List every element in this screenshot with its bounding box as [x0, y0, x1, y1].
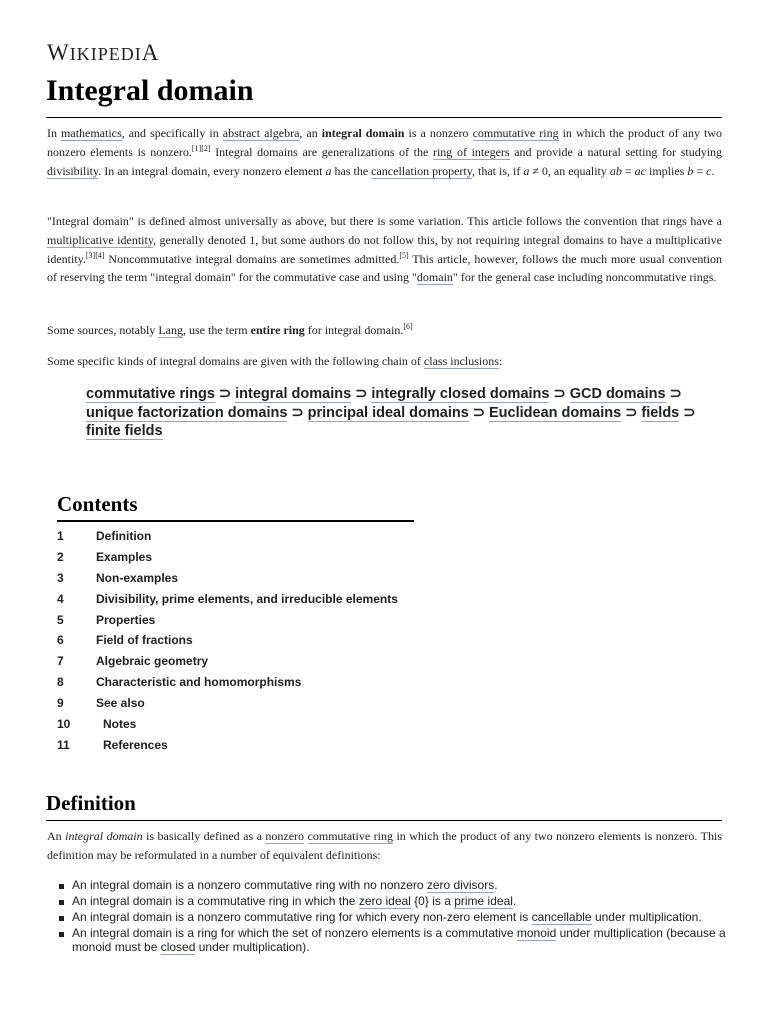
- link-multiplicative-identity[interactable]: multiplicative identity: [47, 232, 154, 247]
- toc-rule: [57, 520, 414, 522]
- class-inclusion-chain: commutative rings ⊃ integral domains ⊃ integrally closed domains ⊃ GCD domains ⊃ unique factorization domains ⊃ principal ideal domains ⊃ Euclidean domains ⊃ fields ⊃ finite fields: [86, 386, 696, 439]
- list-item: An integral domain is a ring for which the set of nonzero elements is a commutative monoid under multiplication (because a monoid must be closed under multiplication).: [56, 926, 726, 955]
- citation-1-2[interactable]: [1][2]: [191, 143, 211, 153]
- link-zero-ideal[interactable]: zero ideal: [358, 893, 411, 908]
- link-closed[interactable]: closed: [160, 939, 196, 954]
- toc-item-properties[interactable]: 5 Properties: [57, 612, 156, 627]
- link-ring-of-integers[interactable]: ring of integers: [432, 144, 510, 159]
- link-divisibility[interactable]: divisibility: [47, 163, 99, 178]
- link-commutative-ring-def[interactable]: commutative ring: [307, 829, 393, 843]
- list-item: An integral domain is a nonzero commutative ring for which every non-zero element is cancellable under multiplication.: [56, 910, 726, 924]
- intro-paragraph-2: "Integral domain" is defined almost universally as above, but there is some variation. This article follows the convention that rings have a multiplicative identity, generally denoted 1, but some authors do not follow this, by not requiring integral domains to have a multiplicative identity.[3][4] Noncommutative integral domains are sometimes admitted.[5] This article, however, follows the much more usual convention of reserving the term "integral domain" for the commutative case and using "domain" for the general case including noncommutative rings.: [47, 214, 722, 285]
- toc-item-notes[interactable]: 10 Notes: [57, 717, 137, 732]
- toc-item-non-examples[interactable]: 3 Non-examples: [57, 570, 179, 585]
- title-rule: [46, 117, 722, 118]
- intro-paragraph-4: Some specific kinds of integral domains are given with the following chain of class inclusions:: [47, 354, 503, 368]
- definition-paragraph: An integral domain is basically defined as a nonzero commutative ring in which the product of any two nonzero elements is nonzero. This definition may be reformulated in a number of equivalent definitions:: [47, 829, 722, 862]
- definition-rule: [46, 820, 722, 821]
- toc-item-references[interactable]: 11 References: [57, 737, 168, 752]
- list-item: An integral domain is a commutative ring in which the zero ideal {0} is a prime ideal.: [56, 894, 726, 908]
- link-class-inclusions[interactable]: class inclusions: [423, 354, 499, 368]
- link-lang[interactable]: Lang: [158, 323, 183, 337]
- chain-integrally-closed-domains[interactable]: integrally closed domains: [371, 386, 550, 402]
- chain-commutative-rings[interactable]: commutative rings: [86, 386, 215, 402]
- chain-integral-domains[interactable]: integral domains: [235, 386, 352, 402]
- section-heading-definition: Definition: [46, 791, 136, 815]
- list-item: An integral domain is a nonzero commutative ring with no nonzero zero divisors.: [56, 878, 726, 892]
- logo-middle-letters: IKIPEDI: [69, 44, 142, 64]
- table-of-contents: [57, 529, 398, 759]
- toc-item-see-also[interactable]: 9 See also: [57, 696, 145, 711]
- toc-item-field-of-fractions[interactable]: 6 Field of fractions: [57, 633, 193, 648]
- wikipedia-logo[interactable]: [47, 40, 159, 66]
- toc-item-examples[interactable]: 2 Examples: [57, 549, 153, 564]
- intro-paragraph-3: Some sources, notably Lang, use the term entire ring for integral domain.[6]: [47, 322, 413, 337]
- link-domain[interactable]: domain: [416, 270, 453, 285]
- chain-unique-factorization-domains[interactable]: unique factorization domains: [86, 404, 288, 421]
- intro-paragraph-1: In mathematics, and specifically in abstract algebra, an integral domain is a nonzero commutative ring in which the product of any two nonzero elements is nonzero.[1][2] Integral domains are generalizations of the ring of integers and provide a natural setting for studying divisibility. In an integral domain, every nonzero element a has the cancellation property, that is, if a ≠ 0, an equality ab = ac implies b = c.: [47, 126, 723, 178]
- definition-list: [56, 878, 726, 956]
- link-commutative-ring[interactable]: commutative ring: [472, 126, 559, 140]
- citation-6[interactable]: [6]: [403, 322, 413, 331]
- toc-item-characteristic[interactable]: 8 Characteristic and homomorphisms: [57, 675, 302, 690]
- toc-item-definition[interactable]: 1 Definition: [57, 529, 152, 543]
- toc-item-algebraic-geometry[interactable]: 7 Algebraic geometry: [57, 654, 209, 669]
- chain-finite-fields[interactable]: finite fields: [86, 423, 163, 439]
- toc-title: Contents: [57, 492, 138, 516]
- link-monoid[interactable]: monoid: [516, 925, 557, 940]
- link-prime-ideal[interactable]: prime ideal: [454, 893, 513, 908]
- logo-last-letter: A: [141, 40, 160, 65]
- page-title: Integral domain: [46, 74, 254, 107]
- logo-first-letter: W: [47, 40, 70, 65]
- link-cancellation-property[interactable]: cancellation property: [371, 163, 472, 178]
- term-entire-ring: entire ring: [250, 323, 305, 337]
- term-integral-domain: integral domain: [321, 126, 405, 140]
- link-cancellable[interactable]: cancellable: [531, 909, 592, 924]
- chain-gcd-domains[interactable]: GCD domains: [569, 386, 666, 402]
- link-zero-divisors[interactable]: zero divisors: [426, 878, 495, 892]
- chain-principal-ideal-domains[interactable]: principal ideal domains: [307, 404, 469, 421]
- citation-3-4[interactable]: [3][4]: [85, 250, 105, 260]
- link-mathematics[interactable]: mathematics: [61, 126, 122, 140]
- link-abstract-algebra[interactable]: abstract algebra: [222, 126, 300, 140]
- chain-euclidean-domains[interactable]: Euclidean domains: [489, 404, 622, 421]
- chain-fields[interactable]: fields: [641, 404, 680, 421]
- citation-5[interactable]: [5]: [399, 250, 409, 260]
- link-nonzero[interactable]: nonzero: [265, 829, 305, 843]
- toc-item-divisibility[interactable]: 4 Divisibility, prime elements, and irreducible elements: [57, 591, 398, 606]
